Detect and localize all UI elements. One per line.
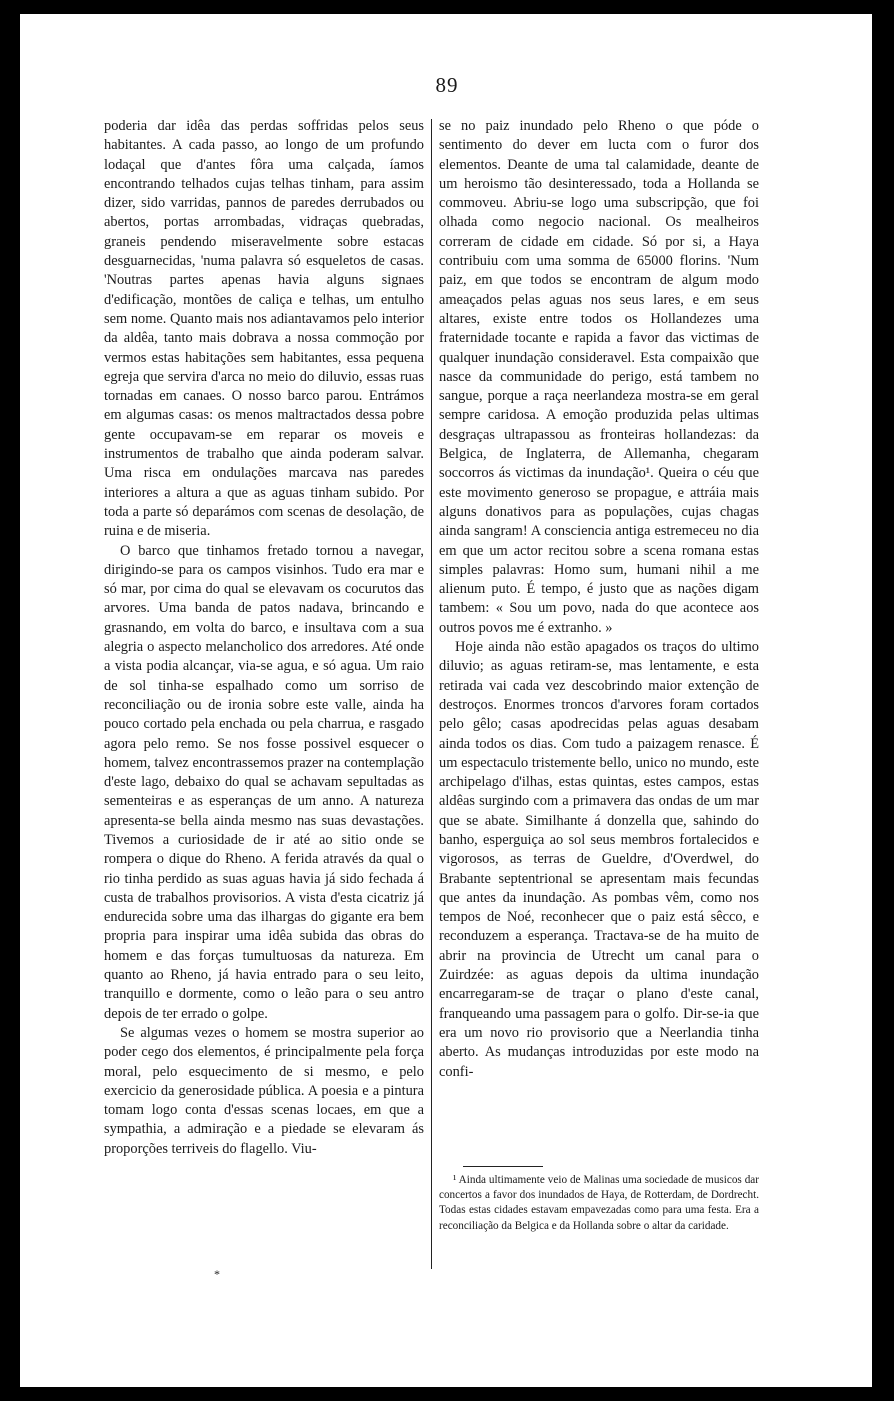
scan-border-bottom <box>0 1387 894 1401</box>
scan-border-left <box>0 0 20 1401</box>
scan-border-top <box>0 0 894 14</box>
page-number: 89 <box>435 73 459 97</box>
right-column <box>439 117 759 1082</box>
left-paragraph-2: O barco que tinhamos fretado tornou a navegar, dirigindo-se para os campos visinhos. Tudo era mar e só mar, por cima do qual se elevavam os cocurutos das arvores. Uma banda de patos nadava, brincando e grasnando, em volta do barco, e insultava com a sua alegria o aspecto melancholico dos arredores. Até onde a vista podia alcançar, via-se agua, e só agua. Um raio de sol tinha-se espalhado como um sorriso de reconciliação ou de ironia sobre este valle, ainda ha pouco cortado pela enchada ou pela charrua, e rasgado agora pelo remo. Se nos fosse possivel esquecer o homem, talvez encontrassemos prazer na contemplação d'este lago, debaixo do qual se achavam sepultadas as sementeiras e as esperanças de um anno. A natureza apresenta-se bella ainda mesmo nas suas devastações. Tivemos a curiosidade de ir até ao sitio onde se rompera o dique do Rheno. A ferida através da qual o rio tinha perdido as suas aguas havia já sido fechada á custa de trabalhos provisorios. A vista d'esta cicatriz já endurecida sobre uma das ilhargas do gigante era bem propria para inspirar uma idêa subida das obras do homem e das forças tumultuosas da natureza. Em quanto ao Rheno, já havia entrado para o seu leito, tranquillo e dormente, como o leão para o seu antro depois de ter errado o golpe. <box>104 542 424 1022</box>
left-paragraph-3: Se algumas vezes o homem se mostra superior ao poder cego dos elementos, é principalmente pela força moral, pelo esquecimento de si mesmo, e pelo exercicio da generosidade pública. A poesia e a pintura tomam logo conta d'essas scenas locaes, em que a sympathia, a admiração e a piedade se elevaram ás proporções terriveis do flagello. Viu- <box>104 1024 424 1157</box>
left-paragraph-1: poderia dar idêa das perdas soffridas pelos seus habitantes. A cada passo, ao longo de um profundo lodaçal que d'antes fôra uma calçada, íamos encontrando telhados cujas telhas tinham, para assim dizer, sido varridas, pannos de paredes derrubados ou abertos, portas arrombadas, vidraças quebradas, graneis pendendo miseravelmente sobre estacas desguarnecidas, 'numa palavra só esqueletos de casas. 'Noutras partes apenas havia alguns signaes d'edificação, montões de caliça e telhas, um entulho sem nome. Quanto mais nos adiantavamos pelo interior da aldêa, tanto mais dobrava a nossa commoção por vermos estas habitações sem habitantes, essa pequena egreja que servira d'arca no meio do diluvio, essas ruas tornadas em canaes. O nosso barco parou. Entrámos em algumas casas: os menos maltractados dessa pobre gente occupavam-se em reparar os moveis e instrumentos de trabalho que ainda poderam salvar. Uma risca em ondulações marcava nas paredes interiores a altura a que as aguas tinham subido. Por toda a parte só deparámos com scenas de desolação, de ruina e de miseria. <box>104 118 424 540</box>
right-paragraph-2: Hoje ainda não estão apagados os traços do ultimo diluvio; as aguas retiram-se, mas lentamente, e esta retirada vai cada vez descobrindo maior extenção de destroços. Enormes troncos d'arvores foram cortados pelo gêlo; casas apodrecidas pelas aguas desabam ainda todos os dias. Com tudo a paizagem renasce. É um espectaculo tristemente bello, unico no mundo, este archipelago d'ilhas, estas quintas, estes campos, estas aldêas surgindo com a primavera das ondas de um mar que se abate. Similhante á donzella que, sahindo do banho, esperguiça ao sol seus membros fortalecidos e vigorosos, as terras de Gueldre, d'Overdwel, do Brabante septentrional se apresentam mais fecundas que antes da inundação. As pombas vêm, como nos tempos de Noé, reconhecer que o paiz está sêcco, e reconduzem a esperança. Tractava-se de ha muito de abrir na provincia de Utrecht um canal para o Zuirdzée: as aguas depois da ultima inundação encarregaram-se de traçar o plano d'este canal, franqueando uma passagem para o golfo. Dir-se-ia que era um novo rio provisorio que a Neerlandia tinha aberto. As mudanças introduzidas por este modo na confi- <box>439 639 759 1080</box>
left-column <box>104 117 424 1159</box>
scan-border-right <box>872 0 894 1401</box>
footnote-text: ¹ Ainda ultimamente veio de Malinas uma sociedade de musicos dar concertos a favor dos inundados de Haya, de Rotterdam, de Dordrecht. Todas estas cidades estavam empavezadas como para uma festa. Era a reconciliação da Belgica e da Hollanda sobre o altar da caridade. <box>439 1174 759 1232</box>
footnote <box>439 1173 759 1234</box>
signature-mark: * <box>214 1267 220 1281</box>
right-paragraph-1: se no paiz inundado pelo Rheno o que póde o sentimento do dever em lucta com o furor dos elementos. Deante de uma tal calamidade, deante de um heroismo tão desinteressado, toda a Hollanda se commoveu. Abriu-se logo uma subscripção, que foi olhada como negocio nacional. Os mealheiros correram de cidade em cidade. Só por si, a Haya contribuiu com uma somma de 65000 florins. 'Num paiz, em que todos se encontram de algum modo ameaçados pelas aguas nos seus lares, e em seus altares, existe entre todos os Hollandezes uma fraternidade tocante e rapida a favor das victimas de qualquer inundação consideravel. Esta compaixão que nasce da communidade do perigo, está tambem no sangue, porque a raça neerlandeza mostra-se em geral sempre caridosa. A emoção produzida pelas ultimas desgraças ultrapassou as fronteiras hollandezas: da Belgica, de Inglaterra, de Allemanha, chegaram soccorros ás victimas da inundação¹. Queira o céu que este movimento generoso se propague, e attráia mais alguns donativos para as populações, cujas chagas ainda sangram! A consciencia antiga estremeceu no dia em que um actor recitou sobre a scena romana estas simples palavras: Homo sum, humani nihil a me alienum puto. É tempo, é justo que as nações digam tambem: « Sou um povo, nada do que acontece aos outros povos me é extranho. » <box>439 118 759 636</box>
column-divider <box>431 119 432 1269</box>
footnote-rule <box>463 1166 543 1167</box>
